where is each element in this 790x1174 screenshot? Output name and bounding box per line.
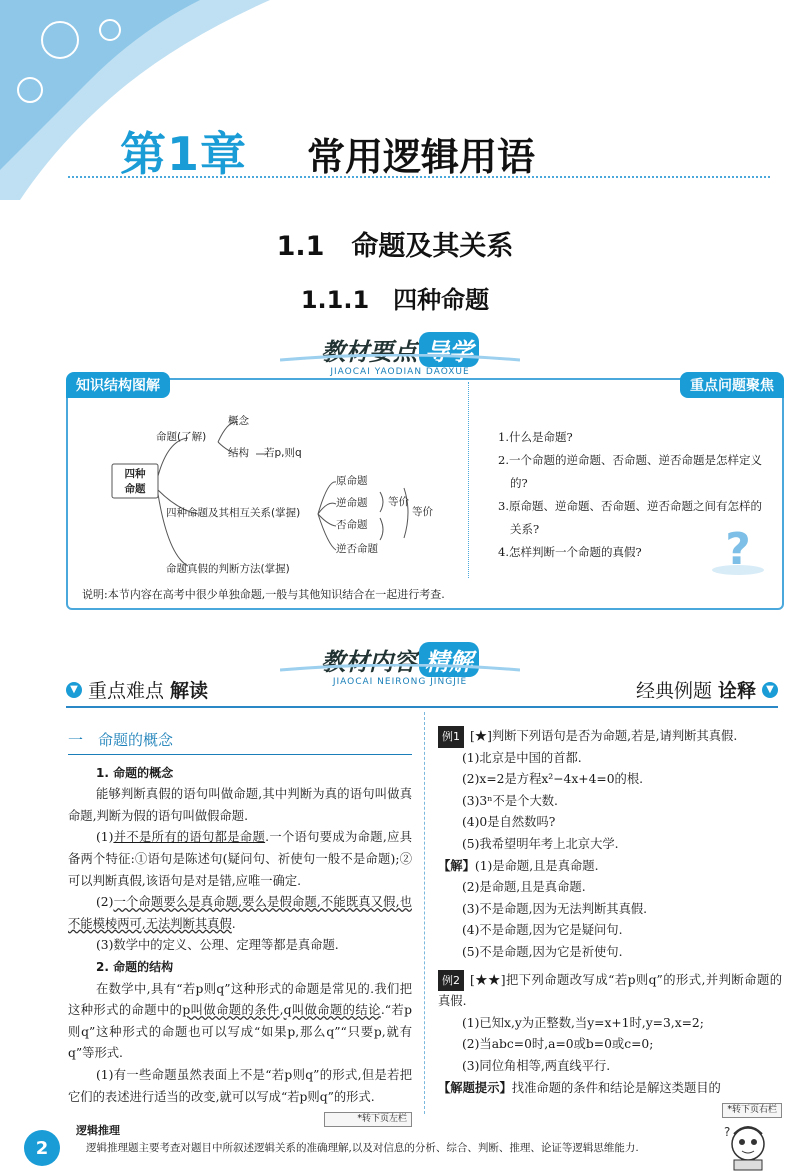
paragraph: 在数学中,具有“若p则q”这种形式的命题是常见的.我们把这种形式的命题中的p叫做命题的条件,q叫做命题的结论.“若p则q”这种形式的命题也可以写成“如果p,那么q”“只要p,就有q”等形式. (68, 981, 412, 1061)
footer (0, 1118, 790, 1174)
mindmap-eq2: 等价 (412, 506, 433, 518)
subheading-concept: 1. 命题的概念 (96, 765, 174, 780)
mindmap-root-line2: 命题 (124, 483, 146, 495)
list-item: (3)同位角相等,两直线平行. (462, 1058, 611, 1073)
banner-guide-highlight: 导学 (419, 332, 479, 367)
paragraph: (1)有一些命题虽然表面上不是“若p则q”的形式,但是若把它们的表述进行适当的改变,就可以写成“若p则q”的形式. *转下页左栏 (68, 1065, 412, 1108)
banner-explain-sub: JIAOCAI NEIRONG JINGJIE (332, 677, 468, 687)
footer-title: 逻辑推理 (76, 1124, 120, 1137)
left-header-a: 重点难点 (88, 680, 165, 702)
banner-guide-sub: JIAOCAI YAODIAN DAOXUE (330, 367, 470, 377)
chapter-header (120, 118, 535, 184)
topic-heading: 一 命题的概念 (68, 730, 412, 755)
swoosh-decoration (280, 354, 520, 364)
paragraph: (1)并不是所有的语句都是命题.一个语句要成为命题,应具备两个特征:①语句是陈述句(疑问句、祈使句一般不是命题);②可以判断真假,该语句是对是错,应唯一确定. (68, 830, 412, 888)
question-item: 1.什么是命题? (498, 430, 573, 444)
left-header-b: 解读 (170, 680, 209, 702)
column-separator (424, 712, 425, 1114)
left-column-header (66, 676, 208, 703)
knowledge-box (66, 378, 784, 610)
chapter-number: 第1章 (120, 127, 248, 181)
mindmap-n3: 命题真假的判断方法(掌握) (166, 563, 290, 575)
column-header-rule (66, 706, 778, 708)
list-item: (2)x=2是方程x²−4x+4=0的根. (462, 772, 644, 787)
mindmap-n1a: 概念 (228, 415, 249, 427)
cartoon-figure-icon (716, 1120, 774, 1172)
list-item: (1)北京是中国的首都. (462, 750, 582, 765)
paragraph: (3)数学中的定义、公理、定理等都是真命题. (96, 938, 339, 953)
paragraph: (2)一个命题要么是真命题,要么是假命题,不能既真又假,也不能模棱两可,无法判断其真假. (68, 895, 412, 931)
example-2-title: 例2 [★★]把下列命题改写成“若p则q”的形式,并判断命题的真假. (438, 970, 782, 1013)
mindmap-n2c: 否命题 (336, 519, 368, 531)
mindmap-n2a: 原命题 (336, 475, 368, 487)
mind-map (68, 380, 468, 580)
right-column (438, 726, 782, 1118)
swoosh-decoration (280, 664, 520, 674)
question-item: 3.原命题、逆命题、否命题、逆否命题之间有怎样的关系? (498, 499, 762, 536)
list-item: (5)我希望明年考上北京大学. (462, 836, 619, 851)
mindmap-n2d: 逆否命题 (336, 543, 378, 555)
list-item: (2)是命题,且是真命题. (462, 880, 586, 895)
example-label: 例2 (438, 970, 464, 992)
subsection-title: 1.1.1 四种命题 (300, 286, 490, 314)
list-item: (4)0是自然数吗? (462, 815, 556, 830)
question-mark-icon (708, 520, 768, 576)
turn-page-tag: *转下页左栏 (324, 1112, 412, 1127)
example-label: 例1 (438, 726, 464, 748)
box-divider (468, 382, 469, 578)
example-1-title: 例1 [★]判断下列语句是否为命题,若是,请判断其真假. (438, 726, 782, 748)
list-item: (3)不是命题,因为无法判断其真假. (462, 901, 648, 916)
tab-key-questions: 重点问题聚焦 (680, 372, 784, 398)
knowledge-note: 说明:本节内容在高考中很少单独命题,一般与其他知识结合在一起进行考查. (82, 588, 445, 601)
chapter-divider (68, 176, 770, 178)
right-header-a: 经典例题 (635, 680, 712, 702)
banner-guide-text: 教材要点 (321, 338, 417, 366)
mindmap-eq1: 等价 (388, 496, 409, 508)
question-item: 4.怎样判断一个命题的真假? (498, 545, 642, 559)
banner-explain-highlight: 精解 (419, 642, 479, 677)
chevron-down-icon: ▼ (66, 682, 82, 698)
left-column (68, 730, 412, 1127)
mindmap-n2: 四种命题及其相互关系(掌握) (166, 507, 301, 519)
mindmap-root-line1: 四种 (124, 468, 146, 480)
list-item: (2)当abc=0时,a=0或b=0或c=0; (462, 1037, 654, 1052)
list-item: (4)不是命题,因为它是疑问句. (462, 923, 623, 938)
chapter-title: 常用逻辑用语 (307, 135, 536, 179)
turn-page-tag: *转下页右栏 (722, 1103, 782, 1118)
svg-text:?: ? (725, 524, 751, 575)
svg-text:?: ? (724, 1125, 731, 1139)
column-headers (66, 674, 778, 704)
mindmap-n2b: 逆命题 (336, 497, 368, 509)
mindmap-n1b: 结构 (228, 447, 249, 459)
paragraph: 能够判断真假的语句叫做命题,其中判断为真的语句叫做真命题,判断为假的语句叫做假命题. (68, 787, 412, 823)
tab-knowledge-structure: 知识结构图解 (66, 372, 170, 398)
solution-line: 【解】(1)是命题,且是真命题. (438, 858, 599, 873)
footer-text: 逻辑推理题主要考查对题目中所叙述逻辑关系的准确理解,以及对信息的分析、综合、判断、推理、论证等逻辑思维能力. (86, 1142, 639, 1154)
page-number: 2 (24, 1130, 60, 1166)
mindmap-n1: 命题(了解) (156, 431, 207, 443)
hint-line: 【解题提示】找准命题的条件和结论是解这类题目的 (438, 1080, 721, 1095)
subheading-structure: 2. 命题的结构 (96, 959, 174, 974)
section-title: 1.1 命题及其关系 (276, 231, 514, 262)
mindmap-n1b1: 若p,则q (264, 447, 302, 459)
banner-guide (240, 332, 560, 384)
list-item: (1)已知x,y为正整数,当y=x+1时,y=3,x=2; (462, 1015, 704, 1030)
right-column-header (636, 676, 778, 703)
banner-explain-text: 教材内容 (321, 648, 417, 676)
question-item: 2.一个命题的逆命题、否命题、逆否命题是怎样定义的? (498, 453, 762, 490)
chevron-down-icon: ▼ (762, 682, 778, 698)
list-item: (5)不是命题,因为它是祈使句. (462, 944, 623, 959)
list-item: (3)3ⁿ不是个大数. (462, 793, 558, 808)
right-header-b: 诠释 (717, 680, 756, 702)
